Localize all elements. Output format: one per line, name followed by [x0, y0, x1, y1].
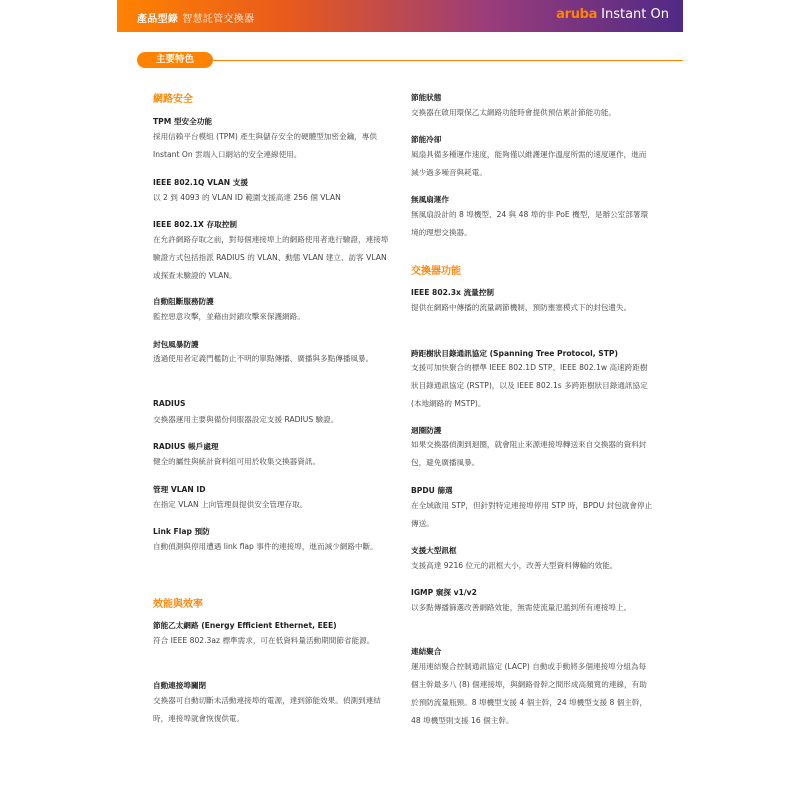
feature-title: IEEE 802.3x 流量控制	[411, 288, 494, 297]
feature-desc: 風扇具備多種運作速度，能夠僅以維護運作溫度所需的速度運作，進而減少過多噪音與耗電。	[411, 150, 647, 177]
feature-desc: 運用連結聚合控制通訊協定 (LACP) 自動或手動將多個連接埠分組為每個主幹最多八 (8) 個連接埠，與網路骨幹之間形成高頻寬的連線，有助於預防流量瓶頸。8 埠機型支援 4 個主幹，24 埠機型支援 8 個主幹，48 埠機型則支援 16 個主幹。	[411, 662, 648, 725]
feature-title: IEEE 802.1Q VLAN 支援	[153, 178, 248, 187]
feature-desc: 如果交換器偵測到迴圈，就會阻止來源連接埠轉送來自交換器的資料封包，避免廣播風暴。	[411, 440, 647, 467]
feature-title: 封包風暴防護	[153, 340, 199, 349]
feature-title: 迴圈防護	[411, 426, 442, 435]
feature-desc: 無風扇設計的 8 埠機型、24 與 48 埠的非 PoE 機型，是辦公室部署環境的理想交換器。	[411, 210, 649, 237]
feature-title: 管理 VLAN ID	[153, 485, 206, 494]
feature-title: IEEE 802.1X 存取控制	[153, 220, 237, 229]
feature-title: Link Flap 預防	[153, 527, 210, 536]
feature-desc: 符合 IEEE 802.3az 標準需求，可在低資料量活動期間節省能源。	[153, 636, 375, 645]
feature-desc: 以多點傳播篩選改善網路效能，無需使流量氾濫到所有連接埠上。	[411, 603, 632, 612]
feature-desc: 交換器可自動切斷未活動連接埠的電源，達到節能效果。偵測到連結時，連接埠就會恢復供電。	[153, 696, 381, 723]
feature-desc: 監控惡意攻擊，並藉由封鎖攻擊來保護網路。	[153, 312, 305, 321]
feature-title: IGMP 窺探 v1/v2	[411, 588, 477, 597]
datasheet-page	[117, 0, 683, 800]
feature-desc: 支援高達 9216 位元的訊框大小，改善大型資料傳輸的效能。	[411, 561, 618, 570]
feature-desc: 提供在網路中傳播的流量調節機制，預防壅塞模式下的封包遺失。	[411, 303, 632, 312]
feature-title: 連結聚合	[411, 647, 442, 656]
feature-title: TPM 型安全功能	[153, 117, 212, 126]
feature-desc: 以 2 到 4093 的 VLAN ID 範圍支援高達 256 個 VLAN	[153, 193, 341, 202]
feature-title: BPDU 篩選	[411, 486, 453, 495]
feature-desc: 健全的屬性與統計資料組可用於收集交換器資訊。	[153, 457, 321, 466]
feature-desc: 支援可加快聚合的標準 IEEE 802.1D STP、IEEE 802.1w 高速跨距樹狀目錄通訊協定 (RSTP)，以及 IEEE 802.1s 多跨距樹狀目錄通訊協定 (本地網路的 MSTP)。	[411, 363, 648, 408]
heading-performance-efficiency: 效能與效率	[153, 599, 203, 610]
feature-title: 節能乙太網路 (Energy Efficient Ethernet, EEE)	[153, 621, 337, 630]
feature-title: 節能狀態	[411, 93, 442, 102]
header-title-rest: 智慧託管交換器	[182, 14, 255, 25]
feature-title: 自動阻斷服務防護	[153, 297, 214, 306]
feature-desc: 交換器在啟用環保乙太網路功能時會提供預估累計節能功能。	[411, 108, 617, 117]
header-title-bold: 產品型錄	[137, 14, 179, 25]
aruba-instant-on-logo	[556, 7, 669, 22]
feature-desc: 自動偵測與停用遭遇 link flap 事件的連接埠，進而減少網路中斷。	[153, 542, 378, 551]
logo-brand: aruba	[556, 7, 598, 22]
feature-desc: 在全域啟用 STP，但針對特定連接埠停用 STP 時，BPDU 封包就會停止傳送。	[411, 501, 653, 528]
feature-title: 自動連接埠關閉	[153, 681, 207, 690]
header-title	[137, 10, 254, 25]
feature-title: 跨距樹狀目錄通訊協定 (Spanning Tree Protocol, STP)	[411, 349, 618, 358]
feature-title: 支援大型訊框	[411, 546, 457, 555]
page-header	[117, 0, 683, 32]
feature-desc: 交換器運用主要與備份伺服器設定支援 RADIUS 驗證。	[153, 415, 339, 424]
feature-title: 節能冷卻	[411, 135, 442, 144]
feature-title: RADIUS	[153, 399, 186, 408]
feature-desc: 在允許網路存取之前，對每個連接埠上的網路使用者進行驗證，連接埠驗證方式包括指派 RADIUS 的 VLAN、動態 VLAN 建立、訪客 VLAN 或探查未驗證的 VLAN。	[153, 235, 389, 280]
feature-desc: 採用信賴平台模組 (TPM) 產生與儲存安全的硬體型加密金鑰，專供 Instant On 雲端入口網站的安全連線使用。	[153, 132, 377, 159]
heading-network-security: 網路安全	[153, 94, 193, 105]
heading-switch-features: 交換器功能	[411, 266, 461, 277]
feature-desc: 在指定 VLAN 上向管理員提供安全管理存取。	[153, 500, 308, 509]
logo-product: Instant On	[601, 7, 669, 22]
section-label: 主要特色	[137, 52, 213, 68]
feature-title: 無風扇運作	[411, 195, 449, 204]
feature-title: RADIUS 帳戶處理	[153, 442, 219, 451]
section-divider	[213, 60, 683, 61]
feature-desc: 透過使用者定義門檻防止不明的單點傳播、廣播與多點傳播風暴。	[153, 354, 374, 363]
